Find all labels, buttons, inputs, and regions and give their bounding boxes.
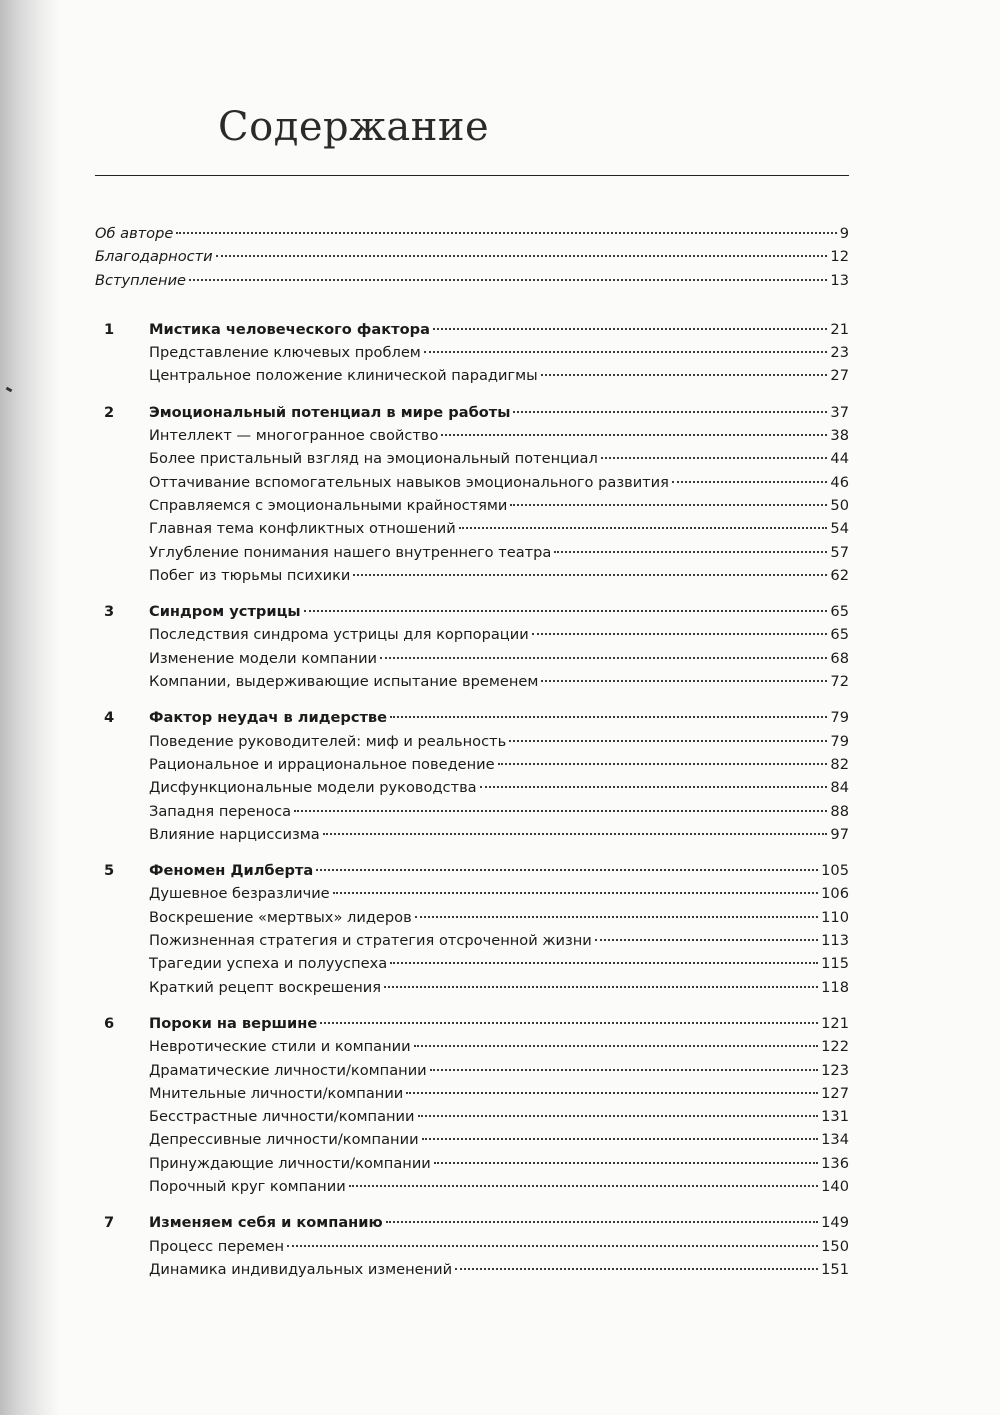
page-number: 134 (821, 1131, 849, 1149)
section-entry[interactable] (95, 364, 849, 387)
entry-label: Последствия синдрома устрицы для корпорации (149, 626, 529, 644)
entry-label: Мнительные личности/компании (149, 1084, 404, 1102)
page-number: 21 (830, 320, 849, 338)
page-number: 88 (830, 802, 849, 820)
dot-leader (390, 716, 827, 718)
dot-leader (323, 833, 828, 835)
chapter-block (95, 1012, 849, 1198)
entry-line (149, 600, 849, 623)
entry-label: Депрессивные личности/компании (149, 1131, 419, 1149)
entry-label: Драматические личности/компании (149, 1061, 427, 1079)
page-number: 23 (830, 344, 849, 362)
dot-leader (333, 892, 818, 894)
section-entry[interactable] (95, 1105, 849, 1128)
page-number: 79 (830, 709, 849, 727)
chapter-block (95, 600, 849, 693)
dot-leader (384, 986, 818, 988)
dot-leader (304, 610, 828, 612)
entry-line (149, 1235, 849, 1258)
page-number: 44 (830, 450, 849, 468)
entry-line (149, 929, 849, 952)
page-number: 106 (821, 885, 849, 903)
entry-line (149, 1035, 849, 1058)
entry-line (149, 1175, 849, 1198)
section-entry[interactable] (95, 471, 849, 494)
entry-line (149, 1211, 849, 1234)
entry-line (149, 494, 849, 517)
dot-leader (459, 527, 828, 529)
page-number: 140 (821, 1177, 849, 1195)
page-number: 72 (830, 673, 849, 691)
entry-line (149, 318, 849, 341)
page-number: 127 (821, 1084, 849, 1102)
page-number: 136 (821, 1154, 849, 1172)
dot-leader (320, 1022, 818, 1024)
dot-leader (510, 504, 827, 506)
dot-leader (554, 551, 827, 553)
entry-label: Влияние нарциссизма (149, 825, 320, 843)
entry-label: Побег из тюрьмы психики (149, 566, 351, 584)
section-entry[interactable] (95, 906, 849, 929)
entry-line (149, 670, 849, 693)
entry-label: Оттачивание вспомогательных навыков эмоционального развития (149, 473, 669, 491)
section-entry[interactable] (95, 929, 849, 952)
dot-leader (595, 939, 818, 941)
page-number: 121 (821, 1014, 849, 1032)
dot-leader (415, 916, 818, 918)
page-number: 13 (830, 271, 849, 289)
page-number: 82 (830, 755, 849, 773)
page-title: Содержание (218, 104, 490, 150)
entry-label: Динамика индивидуальных изменений (149, 1260, 453, 1278)
entry-label: Трагедии успеха и полууспеха (149, 955, 388, 973)
entry-label: Краткий рецепт воскрешения (149, 978, 382, 996)
page-number: 54 (830, 520, 849, 538)
entry-line (149, 730, 849, 753)
section-entry[interactable] (95, 541, 849, 564)
chapter-title: Эмоциональный потенциал в мире работы (149, 403, 511, 421)
entry-line (149, 447, 849, 470)
chapter-block (95, 318, 849, 388)
dot-leader (390, 962, 818, 964)
page-number: 65 (830, 603, 849, 621)
dot-leader (414, 1045, 819, 1047)
dot-leader (406, 1092, 818, 1094)
dot-leader (480, 786, 828, 788)
chapter-number: 5 (104, 862, 115, 880)
entry-line (149, 471, 849, 494)
page-number: 122 (821, 1038, 849, 1056)
page-number: 37 (830, 403, 849, 421)
book-spine-shadow (0, 0, 60, 1415)
entry-line (149, 976, 849, 999)
entry-line (149, 1152, 849, 1175)
chapter-entry[interactable] (95, 1012, 849, 1035)
entry-line (149, 706, 849, 729)
entry-label: Порочный круг компании (149, 1177, 346, 1195)
section-entry[interactable] (95, 1035, 849, 1058)
entry-line (149, 1258, 849, 1281)
dot-leader (672, 481, 827, 483)
dot-leader (541, 680, 827, 682)
chapter-list (95, 318, 849, 1281)
dot-leader (532, 633, 828, 635)
section-entry[interactable] (95, 776, 849, 799)
chapter-number: 7 (104, 1214, 115, 1232)
front-matter-list (95, 222, 849, 292)
entry-label: Пожизненная стратегия и стратегия отсроченной жизни (149, 932, 592, 950)
entry-label: Воскрешение «мертвых» лидеров (149, 908, 412, 926)
entry-line (149, 952, 849, 975)
page-number: 79 (830, 732, 849, 750)
front-matter-entry[interactable] (95, 222, 849, 245)
entry-label: Дисфункциональные модели руководства (149, 779, 477, 797)
dot-leader (422, 1138, 819, 1140)
entry-label: Главная тема конфликтных отношений (149, 520, 456, 538)
chapter-title: Пороки на вершине (149, 1014, 318, 1032)
entry-label: Западня переноса (149, 802, 292, 820)
section-entry[interactable] (95, 800, 849, 823)
dot-leader (176, 232, 836, 234)
entry-line (149, 882, 849, 905)
section-entry[interactable] (95, 341, 849, 364)
entry-label: Невротические стили и компании (149, 1038, 411, 1056)
title-rule (95, 175, 849, 176)
entry-label: Поведение руководителей: миф и реальность (149, 732, 507, 750)
page-number: 150 (821, 1237, 849, 1255)
dot-leader (455, 1268, 818, 1270)
page-number: 115 (821, 955, 849, 973)
dot-leader (294, 810, 827, 812)
section-entry[interactable] (95, 1082, 849, 1105)
entry-line (149, 1059, 849, 1082)
chapter-number: 6 (104, 1014, 115, 1032)
entry-line (149, 424, 849, 447)
entry-label: Об авторе (95, 225, 174, 242)
chapter-number: 4 (104, 709, 115, 727)
table-of-contents (95, 222, 849, 1294)
entry-line (95, 269, 849, 292)
entry-line (149, 623, 849, 646)
entry-line (149, 906, 849, 929)
section-entry[interactable] (95, 882, 849, 905)
chapter-title: Изменяем себя и компанию (149, 1214, 383, 1232)
entry-label: Справляемся с эмоциональными крайностями (149, 496, 508, 514)
section-entry[interactable] (95, 564, 849, 587)
entry-label: Более пристальный взгляд на эмоциональный потенциал (149, 450, 598, 468)
dot-leader (513, 411, 827, 413)
entry-label: Бесстрастные личности/компании (149, 1108, 415, 1126)
section-entry[interactable] (95, 647, 849, 670)
section-entry[interactable] (95, 623, 849, 646)
chapter-block (95, 859, 849, 999)
page-number: 113 (821, 932, 849, 950)
dot-leader (380, 657, 827, 659)
dot-leader (601, 457, 828, 459)
page-number: 62 (830, 566, 849, 584)
dot-leader (541, 374, 828, 376)
chapter-number: 1 (104, 320, 115, 338)
section-entry[interactable] (95, 1128, 849, 1151)
dot-leader (430, 1069, 818, 1071)
entry-line (149, 1105, 849, 1128)
chapter-entry[interactable] (95, 859, 849, 882)
chapter-title: Феномен Дилберта (149, 862, 314, 880)
entry-label: Интеллект — многогранное свойство (149, 427, 439, 445)
chapter-title: Мистика человеческого фактора (149, 320, 430, 338)
entry-line (149, 1012, 849, 1035)
section-entry[interactable] (95, 1258, 849, 1281)
dot-leader (434, 1162, 818, 1164)
section-entry[interactable] (95, 1175, 849, 1198)
entry-label: Представление ключевых проблем (149, 344, 421, 362)
entry-label: Процесс перемен (149, 1237, 285, 1255)
page-number: 97 (830, 825, 849, 843)
dot-leader (287, 1245, 818, 1247)
entry-line (149, 541, 849, 564)
entry-line (149, 401, 849, 424)
dot-leader (509, 740, 827, 742)
page-number: 110 (821, 908, 849, 926)
dot-leader (189, 279, 827, 281)
section-entry[interactable] (95, 424, 849, 447)
page-number: 57 (830, 543, 849, 561)
page-number: 151 (821, 1260, 849, 1278)
entry-label: Вступление (95, 271, 187, 289)
section-entry[interactable] (95, 447, 849, 470)
dot-leader (216, 255, 828, 257)
entry-line (95, 245, 849, 268)
dot-leader (349, 1185, 818, 1187)
dot-leader (433, 328, 827, 330)
entry-line (149, 859, 849, 882)
front-matter-entry[interactable] (95, 245, 849, 268)
entry-line (149, 647, 849, 670)
chapter-block (95, 401, 849, 587)
chapter-title: Фактор неудач в лидерстве (149, 709, 388, 727)
chapter-entry[interactable] (95, 706, 849, 729)
chapter-entry[interactable] (95, 600, 849, 623)
entry-label: Благодарности (95, 248, 213, 266)
entry-line (149, 800, 849, 823)
entry-line (149, 753, 849, 776)
section-entry[interactable] (95, 517, 849, 540)
page-number: 46 (830, 473, 849, 491)
chapter-number: 3 (104, 603, 115, 621)
section-entry[interactable] (95, 976, 849, 999)
chapter-entry[interactable] (95, 1211, 849, 1234)
section-entry[interactable] (95, 952, 849, 975)
page-number: 9 (839, 225, 849, 242)
entry-line (149, 823, 849, 846)
front-matter-entry[interactable] (95, 269, 849, 292)
dot-leader (386, 1221, 818, 1223)
section-entry[interactable] (95, 1152, 849, 1175)
page-number: 149 (821, 1214, 849, 1232)
section-entry[interactable] (95, 753, 849, 776)
entry-line (149, 1082, 849, 1105)
page-number: 84 (830, 779, 849, 797)
dot-leader (424, 351, 828, 353)
page-number: 131 (821, 1108, 849, 1126)
page-number: 118 (821, 978, 849, 996)
page-number: 123 (821, 1061, 849, 1079)
entry-line (149, 1128, 849, 1151)
section-entry[interactable] (95, 730, 849, 753)
dot-leader (353, 574, 827, 576)
page-number: 27 (830, 367, 849, 385)
dot-leader (316, 869, 818, 871)
entry-line (149, 517, 849, 540)
chapter-number: 2 (104, 403, 115, 421)
entry-line (149, 341, 849, 364)
chapter-entry[interactable] (95, 318, 849, 341)
entry-label: Изменение модели компании (149, 649, 378, 667)
dot-leader (441, 434, 827, 436)
page-number: 68 (830, 649, 849, 667)
dot-leader (498, 763, 828, 765)
section-entry[interactable] (95, 670, 849, 693)
entry-label: Компании, выдерживающие испытание временем (149, 673, 539, 691)
entry-line (149, 776, 849, 799)
entry-label: Принуждающие личности/компании (149, 1154, 431, 1172)
entry-line (95, 222, 849, 245)
section-entry[interactable] (95, 1235, 849, 1258)
section-entry[interactable] (95, 1059, 849, 1082)
page-number: 50 (830, 496, 849, 514)
chapter-entry[interactable] (95, 401, 849, 424)
entry-line (149, 564, 849, 587)
entry-label: Углубление понимания нашего внутреннего театра (149, 543, 552, 561)
chapter-title: Синдром устрицы (149, 603, 301, 621)
chapter-block (95, 1211, 849, 1281)
section-entry[interactable] (95, 823, 849, 846)
page-number: 38 (830, 427, 849, 445)
entry-label: Рациональное и иррациональное поведение (149, 755, 495, 773)
page-number: 12 (830, 248, 849, 266)
entry-label: Центральное положение клинической парадигмы (149, 367, 538, 385)
chapter-block (95, 706, 849, 846)
dot-leader (418, 1115, 819, 1117)
page-number: 65 (830, 626, 849, 644)
entry-line (149, 364, 849, 387)
page-number: 105 (821, 862, 849, 880)
section-entry[interactable] (95, 494, 849, 517)
entry-label: Душевное безразличие (149, 885, 330, 903)
